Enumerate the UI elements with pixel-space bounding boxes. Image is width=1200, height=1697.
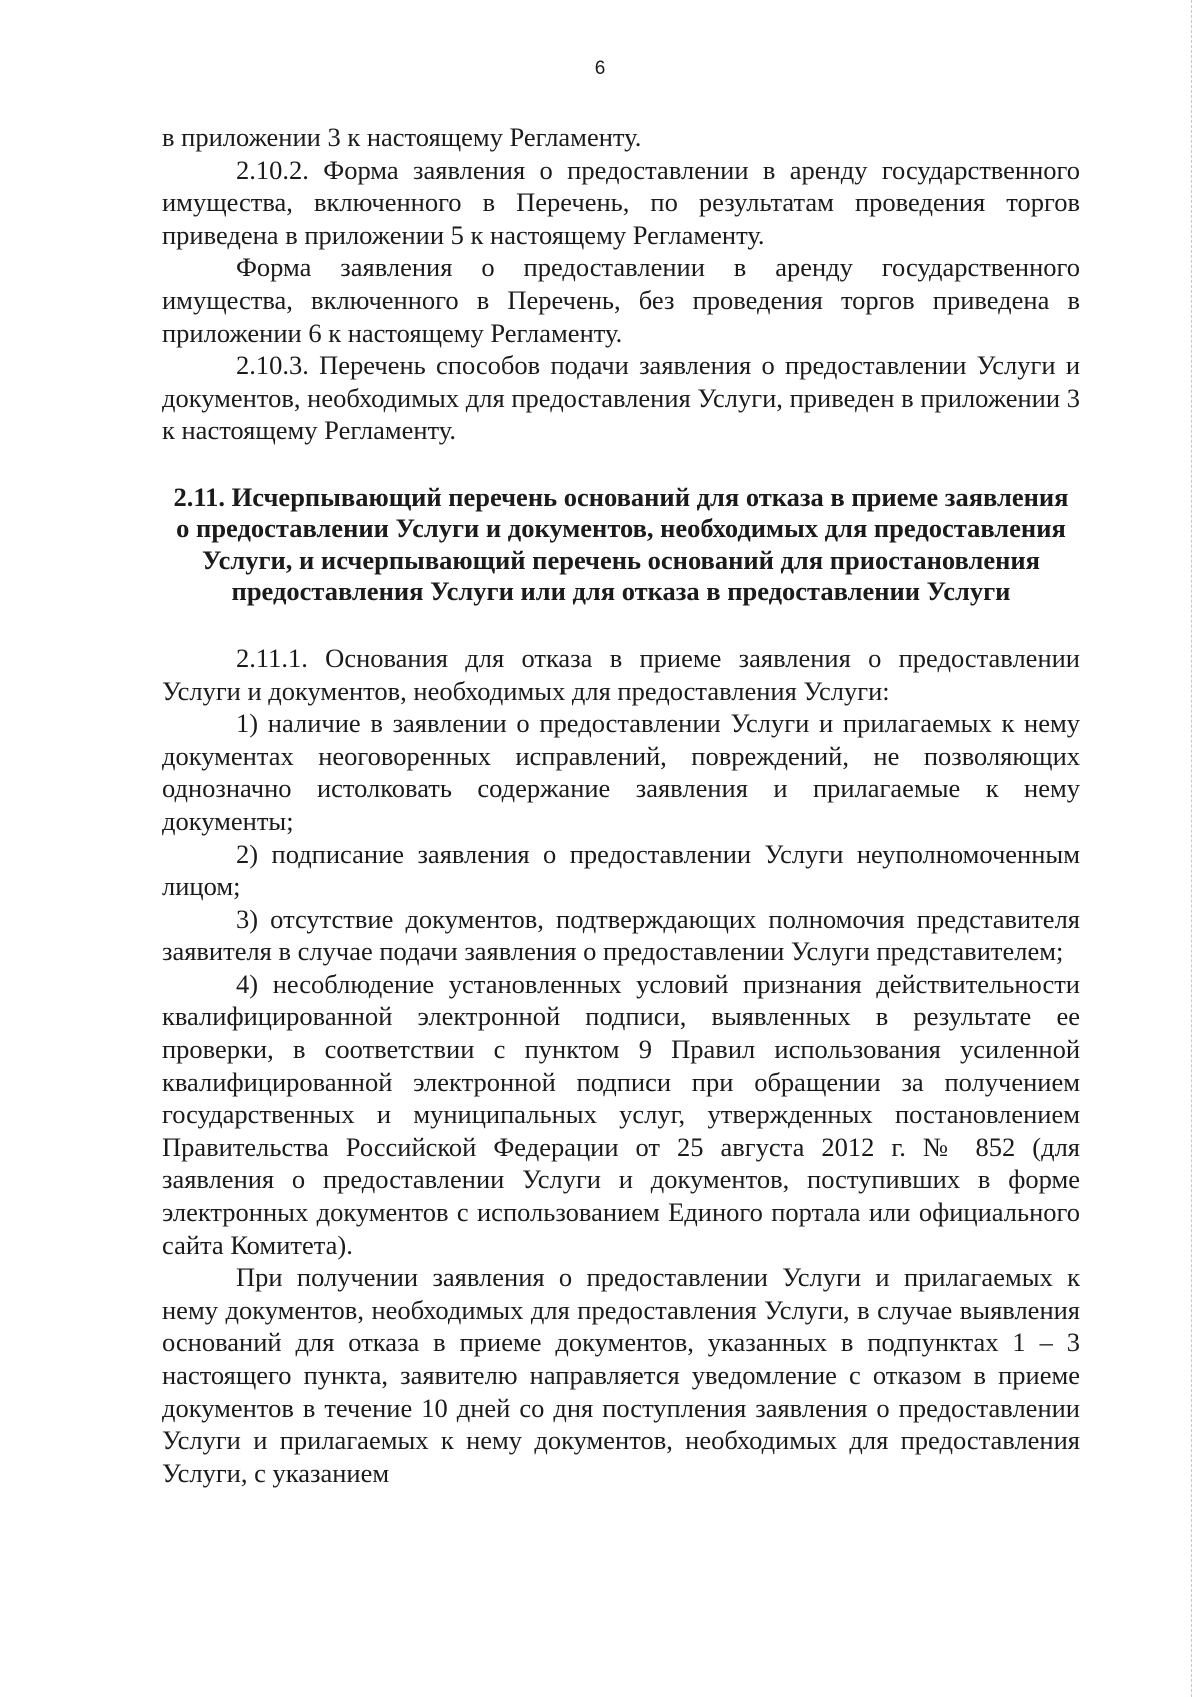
paragraph-continuation: в приложении 3 к настоящему Регламенту.: [162, 122, 642, 152]
paragraph-notification: При получении заявления о предоставлении Услуги и прилагаемых к нему документов, необходимых для предоставления Услуги, в случае выявления оснований для отказа в приеме документов, указанных в подпунктах 1 – 3 настоящего пункта, заявителю направляется уведомление с отказом в приеме документов в течение 10 дней со дня поступления заявления о предоставлении Услуги и прилагаемых к нему документов, необходимых для предоставления Услуги, с указанием: [162, 1262, 1080, 1488]
document-body: [162, 121, 1080, 1489]
list-item-3: 3) отсутствие документов, подтверждающих полномочия представителя заявителя в случае подачи заявления о предоставлении Услуги представителем;: [162, 903, 1080, 967]
list-item-2: 2) подписание заявления о предоставлении Услуги неуполномоченным лицом;: [162, 838, 1080, 902]
list-item-1: 1) наличие в заявлении о предоставлении Услуги и прилагаемых к нему документах неоговоренных исправлений, повреждений, не позволяющих однозначно истолковать содержание заявления и прилагаемые к нему документы;: [162, 708, 1080, 836]
paragraph-2-11-1: 2.11.1. Основания для отказа в приеме заявления о предоставлении Услуги и документов, необходимых для предоставления Услуги:: [162, 642, 1080, 706]
paragraph-form-without-auction: Форма заявления о предоставлении в аренду государственного имущества, включенного в Перечень, без проведения торгов приведена в приложении 6 к настоящему Регламенту.: [162, 252, 1080, 348]
paragraph-2-10-2: 2.10.2. Форма заявления о предоставлении в аренду государственного имущества, включенного в Перечень, по результатам проведения торгов приведена в приложении 5 к настоящему Регламенту.: [162, 154, 1080, 250]
list-item-4: 4) несоблюдение установленных условий признания действительности квалифицированной электронной подписи, выявленных в результате ее проверки, в соответствии с пунктом 9 Правил использования усиленной квалифицированной электронной подписи при обращении за получением государственных и муниципальных услуг, утвержденных постановлением Правительства Российской Федерации от 25 августа 2012 г. № 852 (для заявления о предоставлении Услуги и документов, поступивших в форме электронных документов с использованием Единого портала или официального сайта Комитета).: [162, 968, 1080, 1260]
paragraph-2-10-3: 2.10.3. Перечень способов подачи заявления о предоставлении Услуги и документов, необходимых для предоставления Услуги, приведен в приложении 3 к настоящему Регламенту.: [162, 350, 1080, 446]
page-edge-divider: [1190, 0, 1192, 1697]
section-heading-2-11: 2.11. Исчерпывающий перечень оснований для отказа в приеме заявления о предоставлении Услуги и документов, необходимых для предоставления Услуги, и исчерпывающий перечень оснований для приостановления предоставления Услуги или для отказа в предоставлении Услуги: [173, 481, 1069, 607]
page-number: 6: [594, 58, 606, 79]
